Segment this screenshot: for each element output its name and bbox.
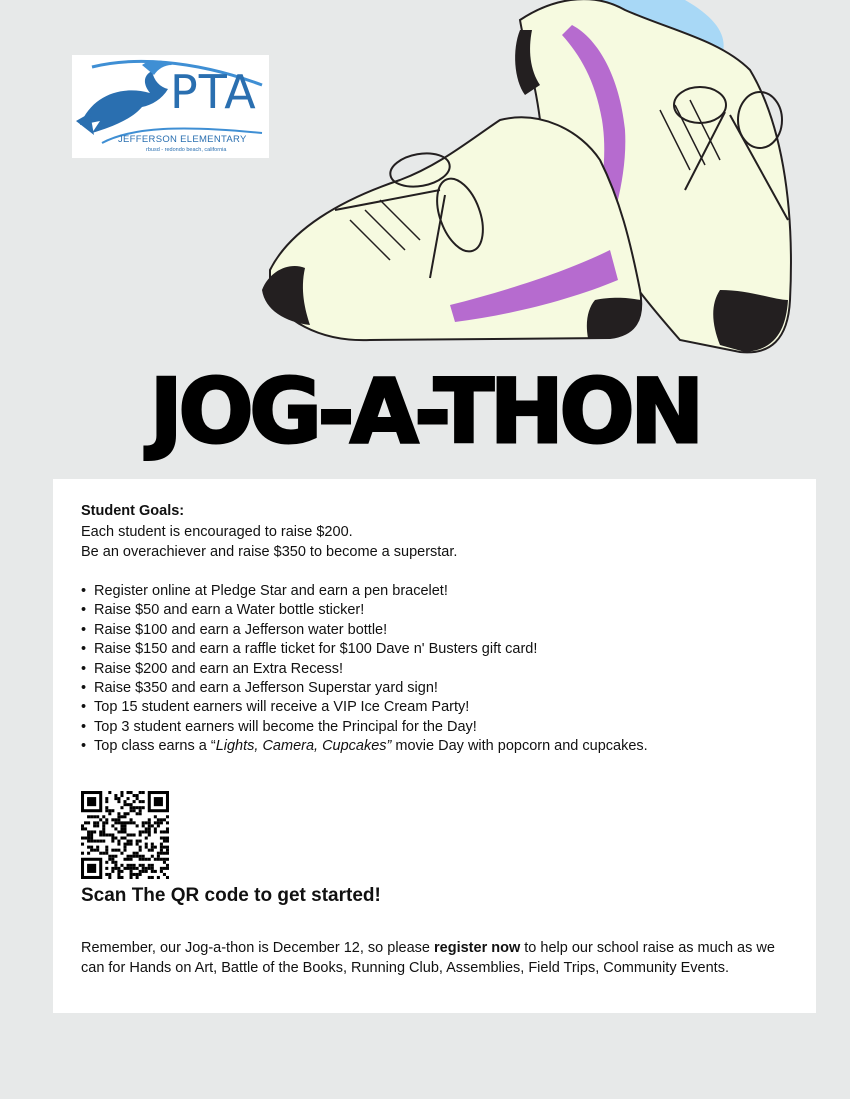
scan-instruction: Scan The QR code to get started! (81, 885, 381, 906)
list-item: • Top class earns a “Lights, Camera, Cupcakes” movie Day with popcorn and cupcakes. (81, 738, 648, 755)
pta-logo (72, 55, 269, 158)
remember-paragraph: Remember, our Jog-a-thon is December 12, so please register now to help our school raise as much as we can for Hands on Art, Battle of the Books, Running Club, Assemblies, Field Trips, Community Events. (81, 940, 775, 976)
list-item: • Raise $150 and earn a raffle ticket for $100 Dave n' Busters gift card! (81, 641, 538, 658)
school-district: rbusd - redondo beach, california (146, 147, 227, 153)
list-item: • Top 15 student earners will receive a VIP Ice Cream Party! (81, 699, 470, 716)
left-sneaker-icon (262, 117, 642, 340)
two-sneakers-icon (250, 0, 810, 360)
page-title: JOG-A-THON (149, 360, 701, 463)
list-item: • Raise $350 and earn a Jefferson Superstar yard sign! (81, 679, 438, 696)
list-item: • Raise $200 and earn an Extra Recess! (81, 660, 344, 677)
rewards-list (81, 582, 648, 757)
school-name: JEFFERSON ELEMENTARY (118, 134, 247, 145)
goals-line-2: Be an overachiever and raise $350 to become a superstar. (81, 544, 458, 560)
list-item: • Raise $50 and earn a Water bottle sticker! (81, 602, 365, 619)
pta-wordmark: PTA (170, 65, 257, 119)
goals-line-1: Each student is encouraged to raise $200. (81, 524, 353, 540)
list-item: • Raise $100 and earn a Jefferson water bottle! (81, 621, 388, 638)
register-now-emphasis: register now (434, 940, 521, 956)
list-item: • Top 3 student earners will become the Principal for the Day! (81, 718, 477, 735)
list-item: • Register online at Pledge Star and earn a pen bracelet! (81, 583, 448, 599)
info-card (53, 479, 816, 1013)
goals-heading: Student Goals: (81, 503, 185, 519)
qr-code-icon[interactable] (81, 791, 169, 879)
